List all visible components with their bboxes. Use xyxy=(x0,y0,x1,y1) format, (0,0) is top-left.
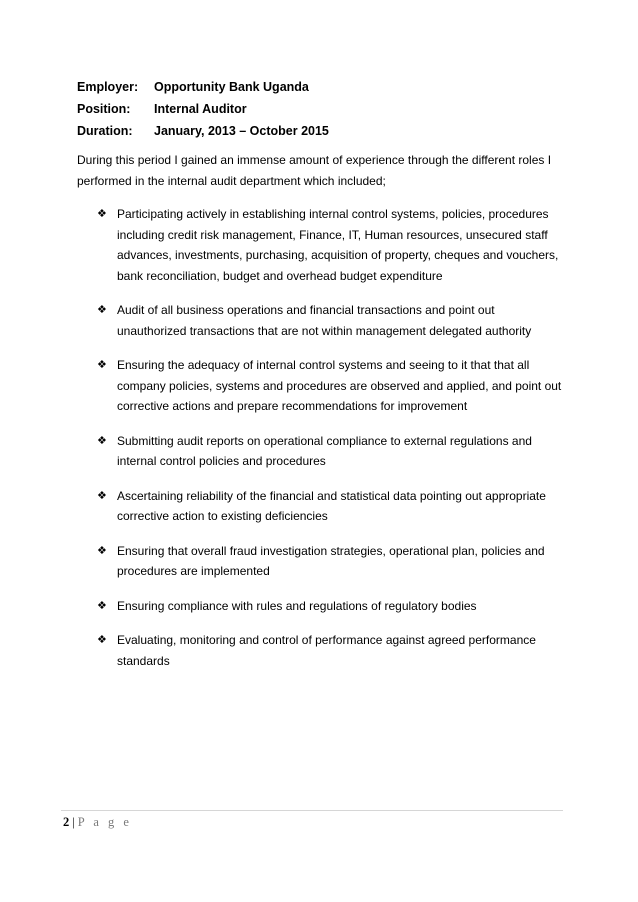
footer-divider xyxy=(61,810,563,811)
diamond-bullet-icon: ❖ xyxy=(97,303,107,316)
diamond-bullet-icon: ❖ xyxy=(97,633,107,646)
list-item xyxy=(97,630,567,671)
page-word: P a g e xyxy=(77,815,132,829)
diamond-bullet-icon: ❖ xyxy=(97,543,107,557)
list-item-text: Ensuring that overall fraud investigation strategies, operational plan, policies and procedures are implemented xyxy=(117,543,545,578)
list-item-text: Ensuring the adequacy of internal control systems and seeing to it that that all company policies, systems and procedures are observed and applied, and point out corrective actions and prepare recommendations for improvement xyxy=(117,358,562,413)
list-item-text: Audit of all business operations and financial transactions and point out unauthorized transactions that are not within management delegated authority xyxy=(117,303,532,338)
diamond-bullet-icon: ❖ xyxy=(97,598,107,612)
list-item-text: Ensuring compliance with rules and regulations of regulatory bodies xyxy=(117,598,477,613)
list-item xyxy=(97,300,567,341)
list-item xyxy=(97,355,567,417)
diamond-bullet-icon: ❖ xyxy=(97,358,107,371)
employer-label: Employer: xyxy=(77,80,139,94)
list-item-text: Participating actively in establishing internal control systems, policies, procedures including credit risk management, Finance, IT, Human resources, unsecured staff advances, investments, purchasing, acquisition of property, cheques and vouchers, bank reconciliation, budget and overhead budget expenditure xyxy=(117,207,559,283)
position-row xyxy=(77,98,329,120)
page-footer xyxy=(63,815,132,830)
intro-paragraph: During this period I gained an immense amount of experience through the different roles I performed in the internal audit department which included; xyxy=(77,153,552,188)
employment-details xyxy=(77,76,329,142)
position-label: Position: xyxy=(77,102,131,116)
duration-value: January, 2013 – October 2015 xyxy=(154,124,329,138)
duration-row xyxy=(77,120,329,142)
footer-separator: | xyxy=(72,815,75,829)
list-item xyxy=(97,486,567,527)
employer-row xyxy=(77,76,329,98)
list-item xyxy=(97,431,567,472)
diamond-bullet-icon: ❖ xyxy=(97,488,107,502)
diamond-bullet-icon: ❖ xyxy=(97,433,107,447)
responsibilities-list xyxy=(97,204,567,685)
duration-label: Duration: xyxy=(77,124,133,138)
list-item xyxy=(97,596,567,617)
page-number: 2 xyxy=(63,815,70,829)
list-item xyxy=(97,204,567,286)
diamond-bullet-icon: ❖ xyxy=(97,207,107,220)
list-item xyxy=(97,541,567,582)
employer-value: Opportunity Bank Uganda xyxy=(154,80,309,94)
list-item-text: Evaluating, monitoring and control of performance against agreed performance standards xyxy=(117,633,536,668)
list-item-text: Submitting audit reports on operational compliance to external regulations and internal control policies and procedures xyxy=(117,433,532,468)
position-value: Internal Auditor xyxy=(154,102,247,116)
list-item-text: Ascertaining reliability of the financial and statistical data pointing out appropriate corrective action to existing deficiencies xyxy=(117,488,546,523)
